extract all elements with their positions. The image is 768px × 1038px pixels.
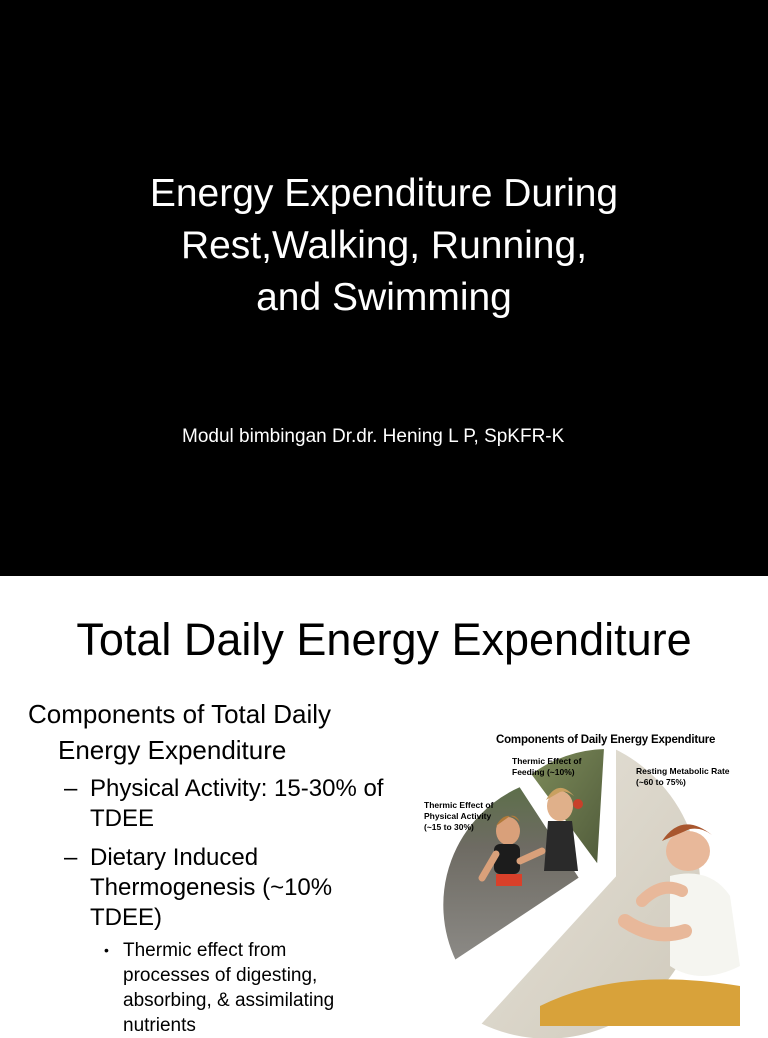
dash-marker: – xyxy=(64,775,78,802)
label-thermic-physical-activity xyxy=(424,800,493,833)
label-line: Physical Activity xyxy=(424,811,492,821)
content-slide-title: Total Daily Energy Expenditure xyxy=(76,614,692,665)
label-line: Thermic Effect of xyxy=(512,756,582,766)
dash-marker: – xyxy=(64,844,78,871)
label-line: Resting Metabolic Rate xyxy=(636,766,730,776)
bullet-text: absorbing, & assimilating xyxy=(123,990,335,1011)
figure-title: Components of Daily Energy Expenditure xyxy=(496,734,716,746)
label-line: Thermic Effect of xyxy=(424,800,494,810)
label-line: (~60 to 75%) xyxy=(636,777,686,787)
bullet-text: processes of digesting, xyxy=(123,965,318,986)
bullet-dot: • xyxy=(104,942,109,958)
bullet-text: nutrients xyxy=(123,1015,196,1036)
label-line: (~15 to 30%) xyxy=(424,822,474,832)
label-thermic-feeding xyxy=(512,756,581,778)
slide-title-line: Energy Expenditure During xyxy=(149,172,619,215)
bullet-text: Dietary Induced xyxy=(90,844,259,871)
slide-subtitle: Modul bimbingan Dr.dr. Hening L P, SpKFR-K xyxy=(182,426,565,447)
bullet-text: Physical Activity: 15-30% of xyxy=(90,775,384,802)
bullet-text: Energy Expenditure xyxy=(58,735,287,765)
bullet-text: Thermic effect from xyxy=(123,940,287,961)
energy-components-figure xyxy=(420,726,760,1026)
label-line: Feeding (~10%) xyxy=(512,767,575,777)
slide-title-line: Rest,Walking, Running, xyxy=(180,224,588,267)
bullet-level-1 xyxy=(28,696,331,768)
slide-title xyxy=(0,168,768,324)
bullet-text: Components of Total Daily xyxy=(28,699,332,729)
bullet-text: TDEE xyxy=(90,805,155,832)
slide-title-line: and Swimming xyxy=(256,276,512,319)
bullet-text: Thermogenesis (~10% xyxy=(90,874,333,901)
bullet-text: TDEE) xyxy=(90,904,162,931)
label-resting-metabolic-rate xyxy=(636,766,730,788)
content-slide xyxy=(0,576,768,1036)
